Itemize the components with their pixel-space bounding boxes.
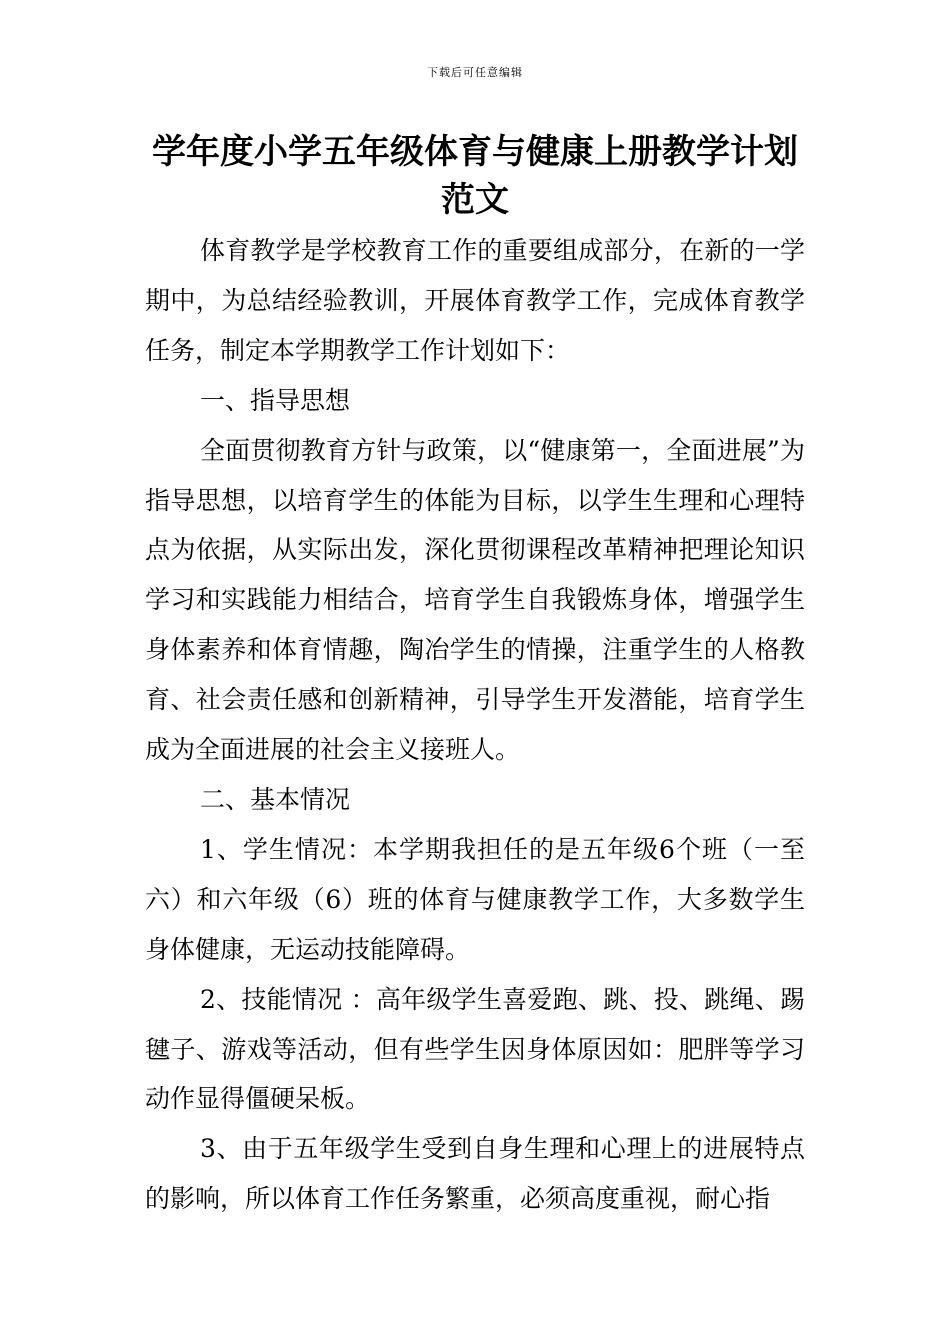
skill-situation-paragraph: 2、技能情况 ：高年级学生喜爱跑、跳、投、跳绳、踢毽子、游戏等活动，但有些学生因身体原因如：肥胖等学习动作显得僵硬呆板。 bbox=[145, 984, 805, 1114]
intro-paragraph: 体育教学是学校教育工作的重要组成部分，在新的一学期中，为总结经验教训，开展体育教学工作，完成体育教学任务，制定本学期教学工作计划如下： bbox=[145, 236, 805, 365]
document-body bbox=[145, 226, 805, 1224]
section-heading-guiding-ideology: 一、指导思想 bbox=[200, 385, 351, 415]
development-paragraph: 3、由于五年级学生受到自身生理和心理上的进展特点的影响，所以体育工作任务繁重，必须高度重视，耐心指 bbox=[145, 1134, 805, 1214]
header-note: 下载后可任意编辑 bbox=[427, 66, 523, 79]
student-situation-paragraph: 1、学生情况：本学期我担任的是五年级6个班（一至六）和六年级（6）班的体育与健康教学工作，大多数学生身体健康，无运动技能障碍。 bbox=[145, 834, 805, 964]
document-title: 学年度小学五年级体育与健康上册教学计划范文 bbox=[152, 132, 798, 220]
guiding-ideology-paragraph: 全面贯彻教育方针与政策，以“健康第一，全面进展”为指导思想，以培育学生的体能为目标，以学生生理和心理特点为依据，从实际出发，深化贯彻课程改革精神把理论知识学习和实践能力相结合，培育学生自我锻炼身体，增强学生身体素养和体育情趣，陶冶学生的情操，注重学生的人格教育、社会责任感和创新精神，引导学生开发潜能，培育学生成为全面进展的社会主义接班人。 bbox=[145, 435, 805, 765]
section-heading-basic-situation: 二、基本情况 bbox=[200, 784, 351, 814]
